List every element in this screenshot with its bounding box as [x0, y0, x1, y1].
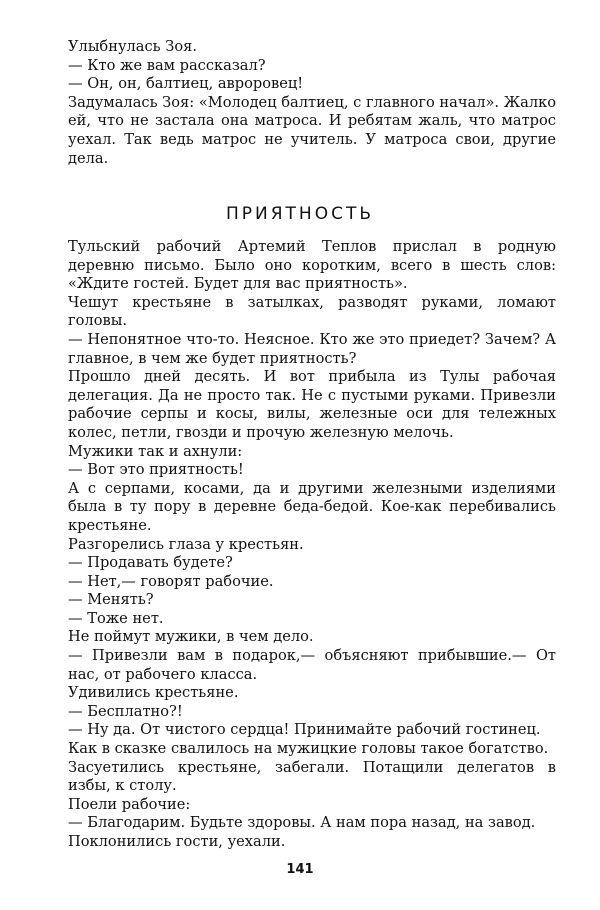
paragraph: Прошло дней десять. И вот прибыла из Тулы рабочая делегация. Да не просто так. Не с пустыми руками. Привезли рабочие серпы и косы, вилы, железные оси для тележных колес, петли, гвозди и прочую железную мелочь. [68, 368, 556, 441]
paragraph: — Менять? [68, 591, 154, 609]
chapter-body [68, 238, 556, 852]
paragraph: — Кто же вам рассказал? [68, 56, 266, 74]
paragraph: Улыбнулась Зоя. [68, 38, 197, 55]
paragraph: — Вот это приятность! [68, 461, 244, 479]
paragraph: Поели рабочие: [68, 795, 191, 813]
chapter-title: ПРИЯТНОСТЬ [225, 204, 375, 224]
paragraph: Поклонились гости, уехали. [68, 833, 286, 850]
paragraph: — Бесплатно?! [68, 702, 183, 720]
paragraph: Чешут крестьяне в затылках, разводят руками, ломают головы. [68, 293, 556, 330]
paragraph: Не поймут мужики, в чем дело. [68, 628, 314, 646]
paragraph: Удивились крестьяне. [68, 684, 239, 702]
paragraph: — Благодарим. Будьте здоровы. А нам пора назад, на завод. [68, 814, 536, 832]
paragraph: Засуетились крестьяне, забегали. Потащили делегатов в избы, к столу. [68, 758, 556, 795]
previous-story-ending [68, 38, 556, 168]
paragraph: Как в сказке свалилось на мужицкие головы такое богатство. [68, 740, 549, 758]
paragraph: — Он, он, балтиец, авроровец! [68, 75, 304, 93]
paragraph: — Продавать будете? [68, 554, 233, 572]
paragraph: — Нет,— говорят рабочие. [68, 572, 274, 590]
paragraph: — Привезли вам в подарок,— объясняют прибывшие.— От нас, от рабочего класса. [68, 647, 556, 683]
paragraph: Мужики так и ахнули: [68, 442, 243, 460]
paragraph: А с серпами, косами, да и другими железными изделиями была в ту пору в деревне беда-бедой. Кое-как перебивались крестьяне. [68, 479, 556, 534]
page-number: 141 [286, 862, 314, 877]
paragraph: — Непонятное что-то. Неясное. Кто же это приедет? Зачем? А главное, в чем же будет приятность? [68, 330, 556, 367]
paragraph: — Ну да. От чистого сердца! Принимайте рабочий гостинец. [68, 721, 541, 739]
paragraph: Задумалась Зоя: «Молодец балтиец, с главного начал». Жалко ей, что не застала она матроса. И ребятам жаль, что матрос уехал. Так ведь матрос не учитель. У матроса свои, другие дела. [68, 93, 556, 167]
paragraph: Разгорелись глаза у крестьян. [68, 535, 304, 553]
paragraph: Тульский рабочий Артемий Теплов прислал в родную деревню письмо. Было оно коротким, всего в шесть слов: «Ждите гостей. Будет для вас приятность». [68, 238, 556, 293]
paragraph: — Тоже нет. [68, 609, 164, 627]
